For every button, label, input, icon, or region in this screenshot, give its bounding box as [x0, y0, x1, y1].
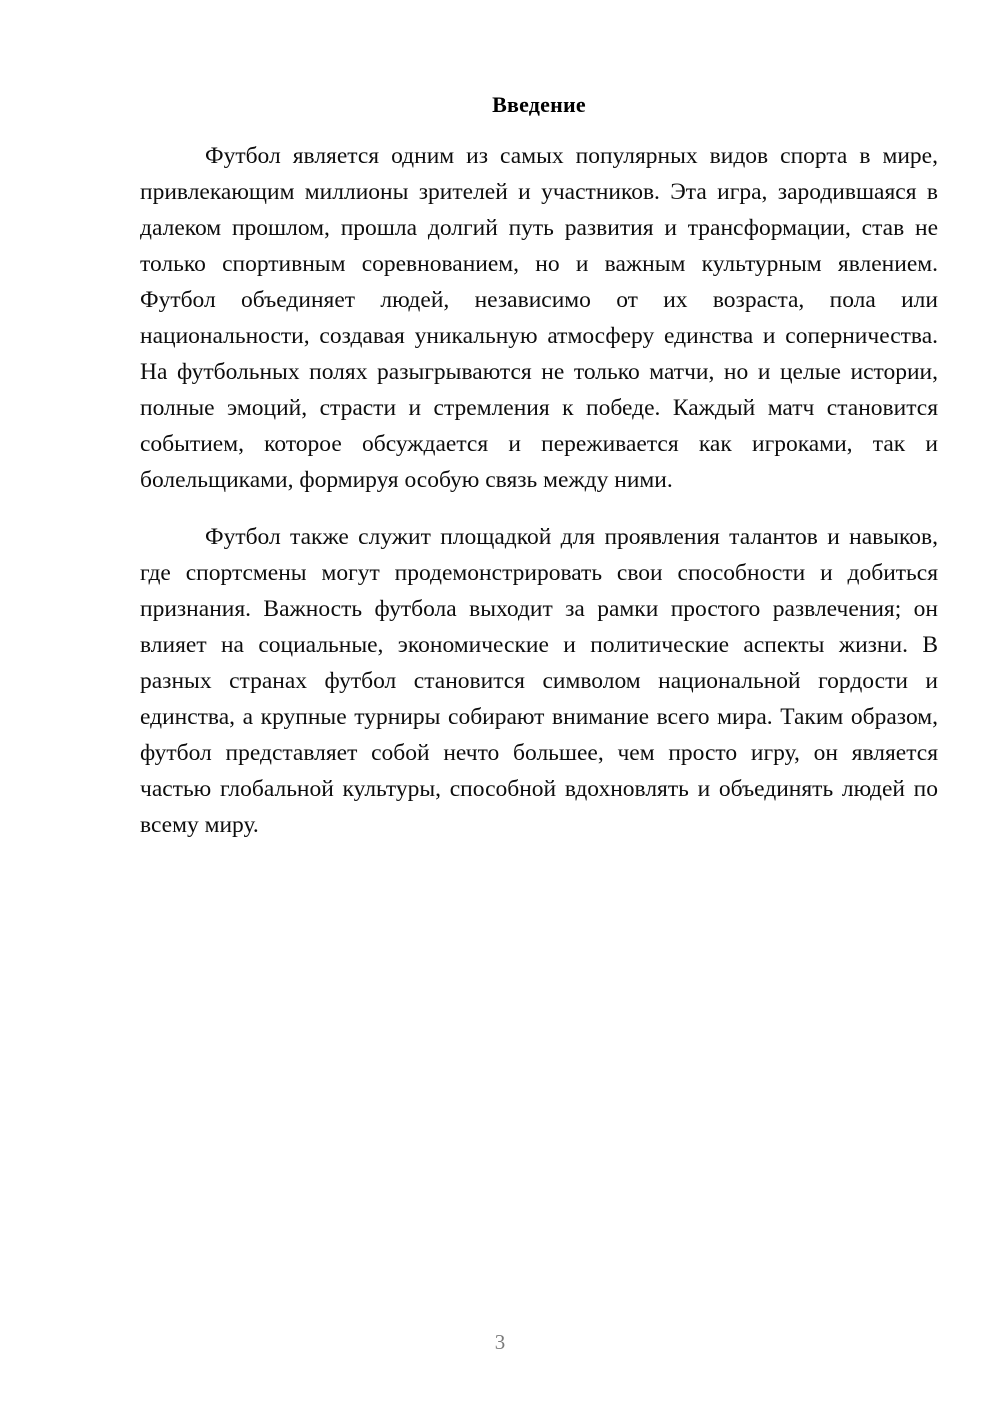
paragraph-2: Футбол также служит площадкой для проявления талантов и навыков, где спортсмены могут продемонстрировать свои способности и добиться признания. Важность футбола выходит за рамки простого развлечения; он влияет на социальные, экономические и политические аспекты жизни. В разных странах футбол становится символом национальной гордости и единства, а крупные турниры собирают внимание всего мира. Таким образом, футбол представляет собой нечто большее, чем просто игру, он является частью глобальной культуры, способной вдохновлять и объединять людей по всему миру.	[140, 524, 938, 838]
page-number: 3	[494, 1330, 506, 1354]
paragraph-1: Футбол является одним из самых популярных видов спорта в мире, привлекающим миллионы зрителей и участников. Эта игра, зародившаяся в далеком прошлом, прошла долгий путь развития и трансформации, став не только спортивным соревнованием, но и важным культурным явлением. Футбол объединяет людей, независимо от их возраста, пола или национальности, создавая уникальную атмосферу единства и соперничества. На футбольных полях разыгрываются не только матчи, но и целые истории, полные эмоций, страсти и стремления к победе. Каждый матч становится событием, которое обсуждается и переживается как игроками, так и болельщиками, формируя особую связь между ними.	[140, 143, 938, 493]
document-content	[140, 90, 938, 843]
page-title: Введение	[492, 92, 586, 117]
